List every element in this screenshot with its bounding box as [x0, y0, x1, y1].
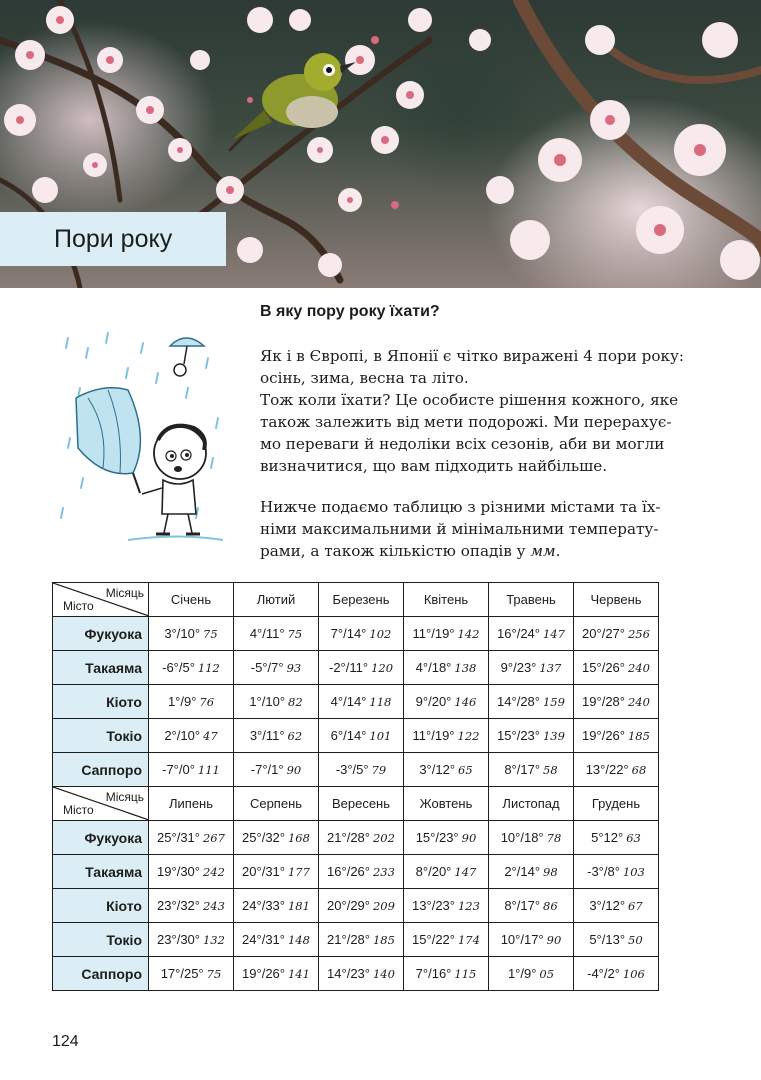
precipitation-value: 111 — [197, 763, 220, 777]
page-title: Пори року — [54, 224, 173, 253]
climate-cell — [574, 821, 659, 855]
temperature-range: 23°/30° — [157, 932, 200, 947]
table-row — [53, 753, 659, 787]
climate-cell — [489, 651, 574, 685]
climate-cell — [319, 855, 404, 889]
precipitation-value: 118 — [369, 695, 392, 709]
text-line: визначитися, що вам підходить найбільше. — [260, 457, 608, 475]
precipitation-value: 93 — [286, 661, 302, 675]
bird-icon — [232, 53, 356, 140]
climate-cell — [404, 889, 489, 923]
text-line: Тож коли їхати? Це особисте рішення кожного, яке — [260, 391, 679, 409]
climate-cell — [489, 685, 574, 719]
intro-paragraph-1 — [260, 345, 700, 477]
temperature-range: -2°/11° — [328, 660, 369, 675]
month-header: Серпень — [234, 787, 319, 821]
climate-cell — [404, 753, 489, 787]
climate-cell — [149, 753, 234, 787]
climate-cell — [574, 685, 659, 719]
climate-cell — [234, 855, 319, 889]
climate-cell — [574, 719, 659, 753]
climate-cell — [404, 617, 489, 651]
corner-city-label: Місто — [63, 803, 94, 817]
temperature-range: 4°/18° — [415, 660, 452, 675]
climate-cell — [149, 923, 234, 957]
table-row — [53, 957, 659, 991]
temperature-range: 10°/17° — [500, 932, 544, 947]
climate-cell — [234, 719, 319, 753]
temperature-range: 3°/12° — [419, 762, 456, 777]
precipitation-value: 267 — [202, 831, 225, 845]
temperature-range: 24°/33° — [242, 898, 285, 913]
climate-cell — [149, 957, 234, 991]
precipitation-value: 141 — [287, 967, 310, 981]
period: . — [555, 542, 561, 560]
unit-mm: мм — [530, 542, 556, 560]
temperature-range: 20°/31° — [242, 864, 285, 879]
section-subheading: В яку пору року їхати? — [260, 303, 440, 320]
climate-cell — [404, 957, 489, 991]
month-header: Березень — [319, 583, 404, 617]
temperature-range: 7°/14° — [330, 626, 367, 641]
temperature-range: 8°/17° — [504, 898, 541, 913]
climate-cell — [489, 821, 574, 855]
table-row — [53, 685, 659, 719]
precipitation-value: 05 — [539, 967, 555, 981]
climate-cell — [149, 617, 234, 651]
climate-cell — [489, 719, 574, 753]
precipitation-value: 112 — [197, 661, 220, 675]
temperature-range: -7°/1° — [250, 762, 284, 777]
precipitation-value: 62 — [287, 729, 303, 743]
page-number: 124 — [52, 1033, 79, 1050]
climate-cell — [574, 651, 659, 685]
month-header: Вересень — [319, 787, 404, 821]
precipitation-value: 177 — [287, 865, 310, 879]
text-line: мо переваги й недоліки всіх сезонів, аби ви могли — [260, 435, 665, 453]
corner-month-label: Місяць — [105, 586, 144, 600]
corner-header-cell — [53, 787, 149, 821]
corner-header-cell — [53, 583, 149, 617]
temperature-range: 3°/10° — [164, 626, 201, 641]
temperature-range: 10°/18° — [500, 830, 544, 845]
precipitation-value: 58 — [543, 763, 558, 777]
precipitation-value: 120 — [371, 661, 394, 675]
precipitation-value: 256 — [627, 627, 650, 641]
precipitation-value: 79 — [371, 763, 387, 777]
city-name-cell: Фукуока — [53, 821, 149, 855]
city-name-cell: Кіото — [53, 889, 149, 923]
climate-cell — [234, 923, 319, 957]
month-header: Грудень — [574, 787, 659, 821]
climate-cell — [574, 957, 659, 991]
climate-cell — [149, 821, 234, 855]
climate-cell — [489, 753, 574, 787]
climate-cell — [319, 685, 404, 719]
temperature-range: -6°/5° — [162, 660, 195, 675]
temperature-range: 15°/26° — [582, 660, 625, 675]
precipitation-value: 233 — [372, 865, 395, 879]
city-name-cell: Такаяма — [53, 855, 149, 889]
month-header-row — [53, 583, 659, 617]
month-header: Січень — [149, 583, 234, 617]
climate-cell — [404, 685, 489, 719]
climate-table — [52, 582, 659, 991]
temperature-range: 3°/12° — [589, 898, 626, 913]
temperature-range: 2°/10° — [164, 728, 201, 743]
precipitation-value: 168 — [287, 831, 310, 845]
climate-cell — [319, 889, 404, 923]
temperature-range: 24°/31° — [242, 932, 285, 947]
text-line: осінь, зима, весна та літо. — [260, 369, 469, 387]
temperature-range: 9°/23° — [500, 660, 537, 675]
precipitation-value: 90 — [546, 933, 562, 947]
temperature-range: -5°/7° — [250, 660, 284, 675]
precipitation-value: 159 — [542, 695, 565, 709]
city-name-cell: Саппоро — [53, 957, 149, 991]
month-header: Квітень — [404, 583, 489, 617]
precipitation-value: 50 — [628, 933, 643, 947]
temperature-range: 15°/22° — [412, 932, 455, 947]
precipitation-value: 75 — [203, 627, 218, 641]
climate-cell — [489, 855, 574, 889]
month-header: Листопад — [489, 787, 574, 821]
climate-cell — [234, 617, 319, 651]
climate-cell — [319, 651, 404, 685]
climate-cell — [489, 889, 574, 923]
climate-cell — [404, 651, 489, 685]
precipitation-value: 75 — [206, 967, 222, 981]
city-name-cell: Такаяма — [53, 651, 149, 685]
precipitation-value: 209 — [372, 899, 395, 913]
temperature-range: 20°/29° — [327, 898, 370, 913]
climate-cell — [404, 855, 489, 889]
temperature-range: 6°/14° — [330, 728, 367, 743]
precipitation-value: 47 — [203, 729, 218, 743]
climate-cell — [404, 719, 489, 753]
precipitation-value: 78 — [546, 831, 562, 845]
precipitation-value: 140 — [372, 967, 395, 981]
city-name-cell: Саппоро — [53, 753, 149, 787]
temperature-range: 5°12° — [591, 830, 624, 845]
month-header: Липень — [149, 787, 234, 821]
temperature-range: 19°/30° — [157, 864, 200, 879]
city-name-cell: Фукуока — [53, 617, 149, 651]
precipitation-value: 137 — [539, 661, 562, 675]
precipitation-value: 185 — [627, 729, 650, 743]
precipitation-value: 76 — [199, 695, 215, 709]
precipitation-value: 75 — [287, 627, 303, 641]
climate-cell — [319, 753, 404, 787]
temperature-range: 23°/32° — [157, 898, 200, 913]
text-line: також залежить від мети подорожі. Ми перерахує- — [260, 413, 672, 431]
climate-cell — [149, 889, 234, 923]
temperature-range: 8°/20° — [415, 864, 452, 879]
corner-city-label: Місто — [63, 599, 94, 613]
precipitation-value: 240 — [627, 661, 650, 675]
climate-cell — [234, 821, 319, 855]
text-line-part: рами, а також кількістю опадів у — [260, 542, 526, 560]
intro-paragraph-2 — [260, 496, 700, 562]
precipitation-value: 82 — [288, 695, 303, 709]
temperature-range: 11°/19° — [412, 728, 455, 743]
climate-cell — [404, 923, 489, 957]
temperature-range: 4°/11° — [249, 626, 285, 641]
precipitation-value: 63 — [626, 831, 641, 845]
table-row — [53, 889, 659, 923]
climate-cell — [574, 855, 659, 889]
precipitation-value: 147 — [542, 627, 565, 641]
precipitation-value: 148 — [287, 933, 310, 947]
precipitation-value: 138 — [454, 661, 477, 675]
month-header-row — [53, 787, 659, 821]
climate-cell — [489, 923, 574, 957]
precipitation-value: 123 — [457, 899, 480, 913]
climate-cell — [574, 753, 659, 787]
precipitation-value: 115 — [454, 967, 477, 981]
precipitation-value: 68 — [631, 763, 647, 777]
month-header: Лютий — [234, 583, 319, 617]
climate-cell — [234, 685, 319, 719]
precipitation-value: 101 — [369, 729, 392, 743]
title-box — [0, 212, 226, 266]
temperature-range: -3°/8° — [587, 864, 620, 879]
text-line — [260, 540, 700, 562]
precipitation-value: 240 — [627, 695, 650, 709]
precipitation-value: 106 — [622, 967, 645, 981]
precipitation-value: 202 — [372, 831, 395, 845]
temperature-range: 7°/16° — [415, 966, 452, 981]
precipitation-value: 147 — [454, 865, 477, 879]
temperature-range: 17°/25° — [160, 966, 204, 981]
precipitation-value: 103 — [622, 865, 645, 879]
temperature-range: 16°/26° — [327, 864, 370, 879]
climate-cell — [149, 719, 234, 753]
temperature-range: 19°/26° — [582, 728, 625, 743]
temperature-range: 21°/28° — [327, 932, 370, 947]
temperature-range: 14°/23° — [327, 966, 370, 981]
precipitation-value: 139 — [542, 729, 565, 743]
precipitation-value: 90 — [286, 763, 302, 777]
climate-cell — [149, 685, 234, 719]
precipitation-value: 243 — [202, 899, 225, 913]
precipitation-value: 67 — [628, 899, 643, 913]
precipitation-value: 90 — [461, 831, 477, 845]
climate-cell — [404, 821, 489, 855]
climate-cell — [234, 753, 319, 787]
temperature-range: 21°/28° — [327, 830, 370, 845]
climate-cell — [489, 957, 574, 991]
boy-with-umbrella-illustration — [58, 328, 228, 548]
temperature-range: 5°/13° — [589, 932, 626, 947]
precipitation-value: 122 — [457, 729, 480, 743]
table-row — [53, 855, 659, 889]
temperature-range: -4°/2° — [587, 966, 620, 981]
temperature-range: 13°/23° — [412, 898, 455, 913]
temperature-range: 1°/9° — [507, 966, 537, 981]
temperature-range: 20°/27° — [582, 626, 625, 641]
climate-cell — [319, 719, 404, 753]
temperature-range: 19°/26° — [242, 966, 285, 981]
month-header: Жовтень — [404, 787, 489, 821]
climate-cell — [574, 923, 659, 957]
corner-month-label: Місяць — [105, 790, 144, 804]
city-name-cell: Токіо — [53, 923, 149, 957]
precipitation-value: 65 — [458, 763, 473, 777]
precipitation-value: 185 — [372, 933, 395, 947]
temperature-range: 2°/14° — [504, 864, 541, 879]
temperature-range: 1°/10° — [249, 694, 286, 709]
text-line: Нижче подаємо таблицю з різними містами та їх- — [260, 498, 661, 516]
precipitation-value: 98 — [543, 865, 558, 879]
text-line: Як і в Європі, в Японії є чітко виражені 4 пори року: — [260, 347, 685, 365]
climate-cell — [574, 889, 659, 923]
climate-cell — [149, 651, 234, 685]
temperature-range: 15°/23° — [415, 830, 459, 845]
temperature-range: 13°/22° — [585, 762, 629, 777]
temperature-range: 25°/31° — [157, 830, 200, 845]
table-row — [53, 923, 659, 957]
temperature-range: 4°/14° — [330, 694, 367, 709]
temperature-range: -3°/5° — [335, 762, 369, 777]
month-header: Червень — [574, 583, 659, 617]
precipitation-value: 132 — [202, 933, 225, 947]
temperature-range: 25°/32° — [242, 830, 285, 845]
temperature-range: 9°/20° — [415, 694, 452, 709]
table-row — [53, 617, 659, 651]
precipitation-value: 102 — [369, 627, 392, 641]
climate-cell — [234, 889, 319, 923]
climate-cell — [234, 651, 319, 685]
climate-cell — [489, 617, 574, 651]
climate-cell — [319, 821, 404, 855]
temperature-range: 1°/9° — [167, 694, 197, 709]
temperature-range: 19°/28° — [582, 694, 625, 709]
temperature-range: 14°/28° — [497, 694, 540, 709]
temperature-range: 11°/19° — [412, 626, 455, 641]
temperature-range: 3°/11° — [249, 728, 285, 743]
table-row — [53, 719, 659, 753]
city-name-cell: Кіото — [53, 685, 149, 719]
table-row — [53, 821, 659, 855]
climate-cell — [574, 617, 659, 651]
precipitation-value: 181 — [287, 899, 310, 913]
climate-cell — [149, 855, 234, 889]
precipitation-value: 174 — [457, 933, 480, 947]
climate-cell — [319, 923, 404, 957]
temperature-range: 15°/23° — [497, 728, 540, 743]
month-header: Травень — [489, 583, 574, 617]
climate-cell — [234, 957, 319, 991]
precipitation-value: 242 — [202, 865, 225, 879]
hero-photo — [0, 0, 761, 288]
city-name-cell: Токіо — [53, 719, 149, 753]
temperature-range: 8°/17° — [504, 762, 541, 777]
climate-cell — [319, 957, 404, 991]
climate-cell — [319, 617, 404, 651]
precipitation-value: 142 — [457, 627, 480, 641]
text-line: німи максимальними й мінімальними температу- — [260, 520, 659, 538]
precipitation-value: 86 — [543, 899, 558, 913]
table-row — [53, 651, 659, 685]
precipitation-value: 146 — [454, 695, 477, 709]
temperature-range: -7°/0° — [162, 762, 195, 777]
temperature-range: 16°/24° — [497, 626, 540, 641]
